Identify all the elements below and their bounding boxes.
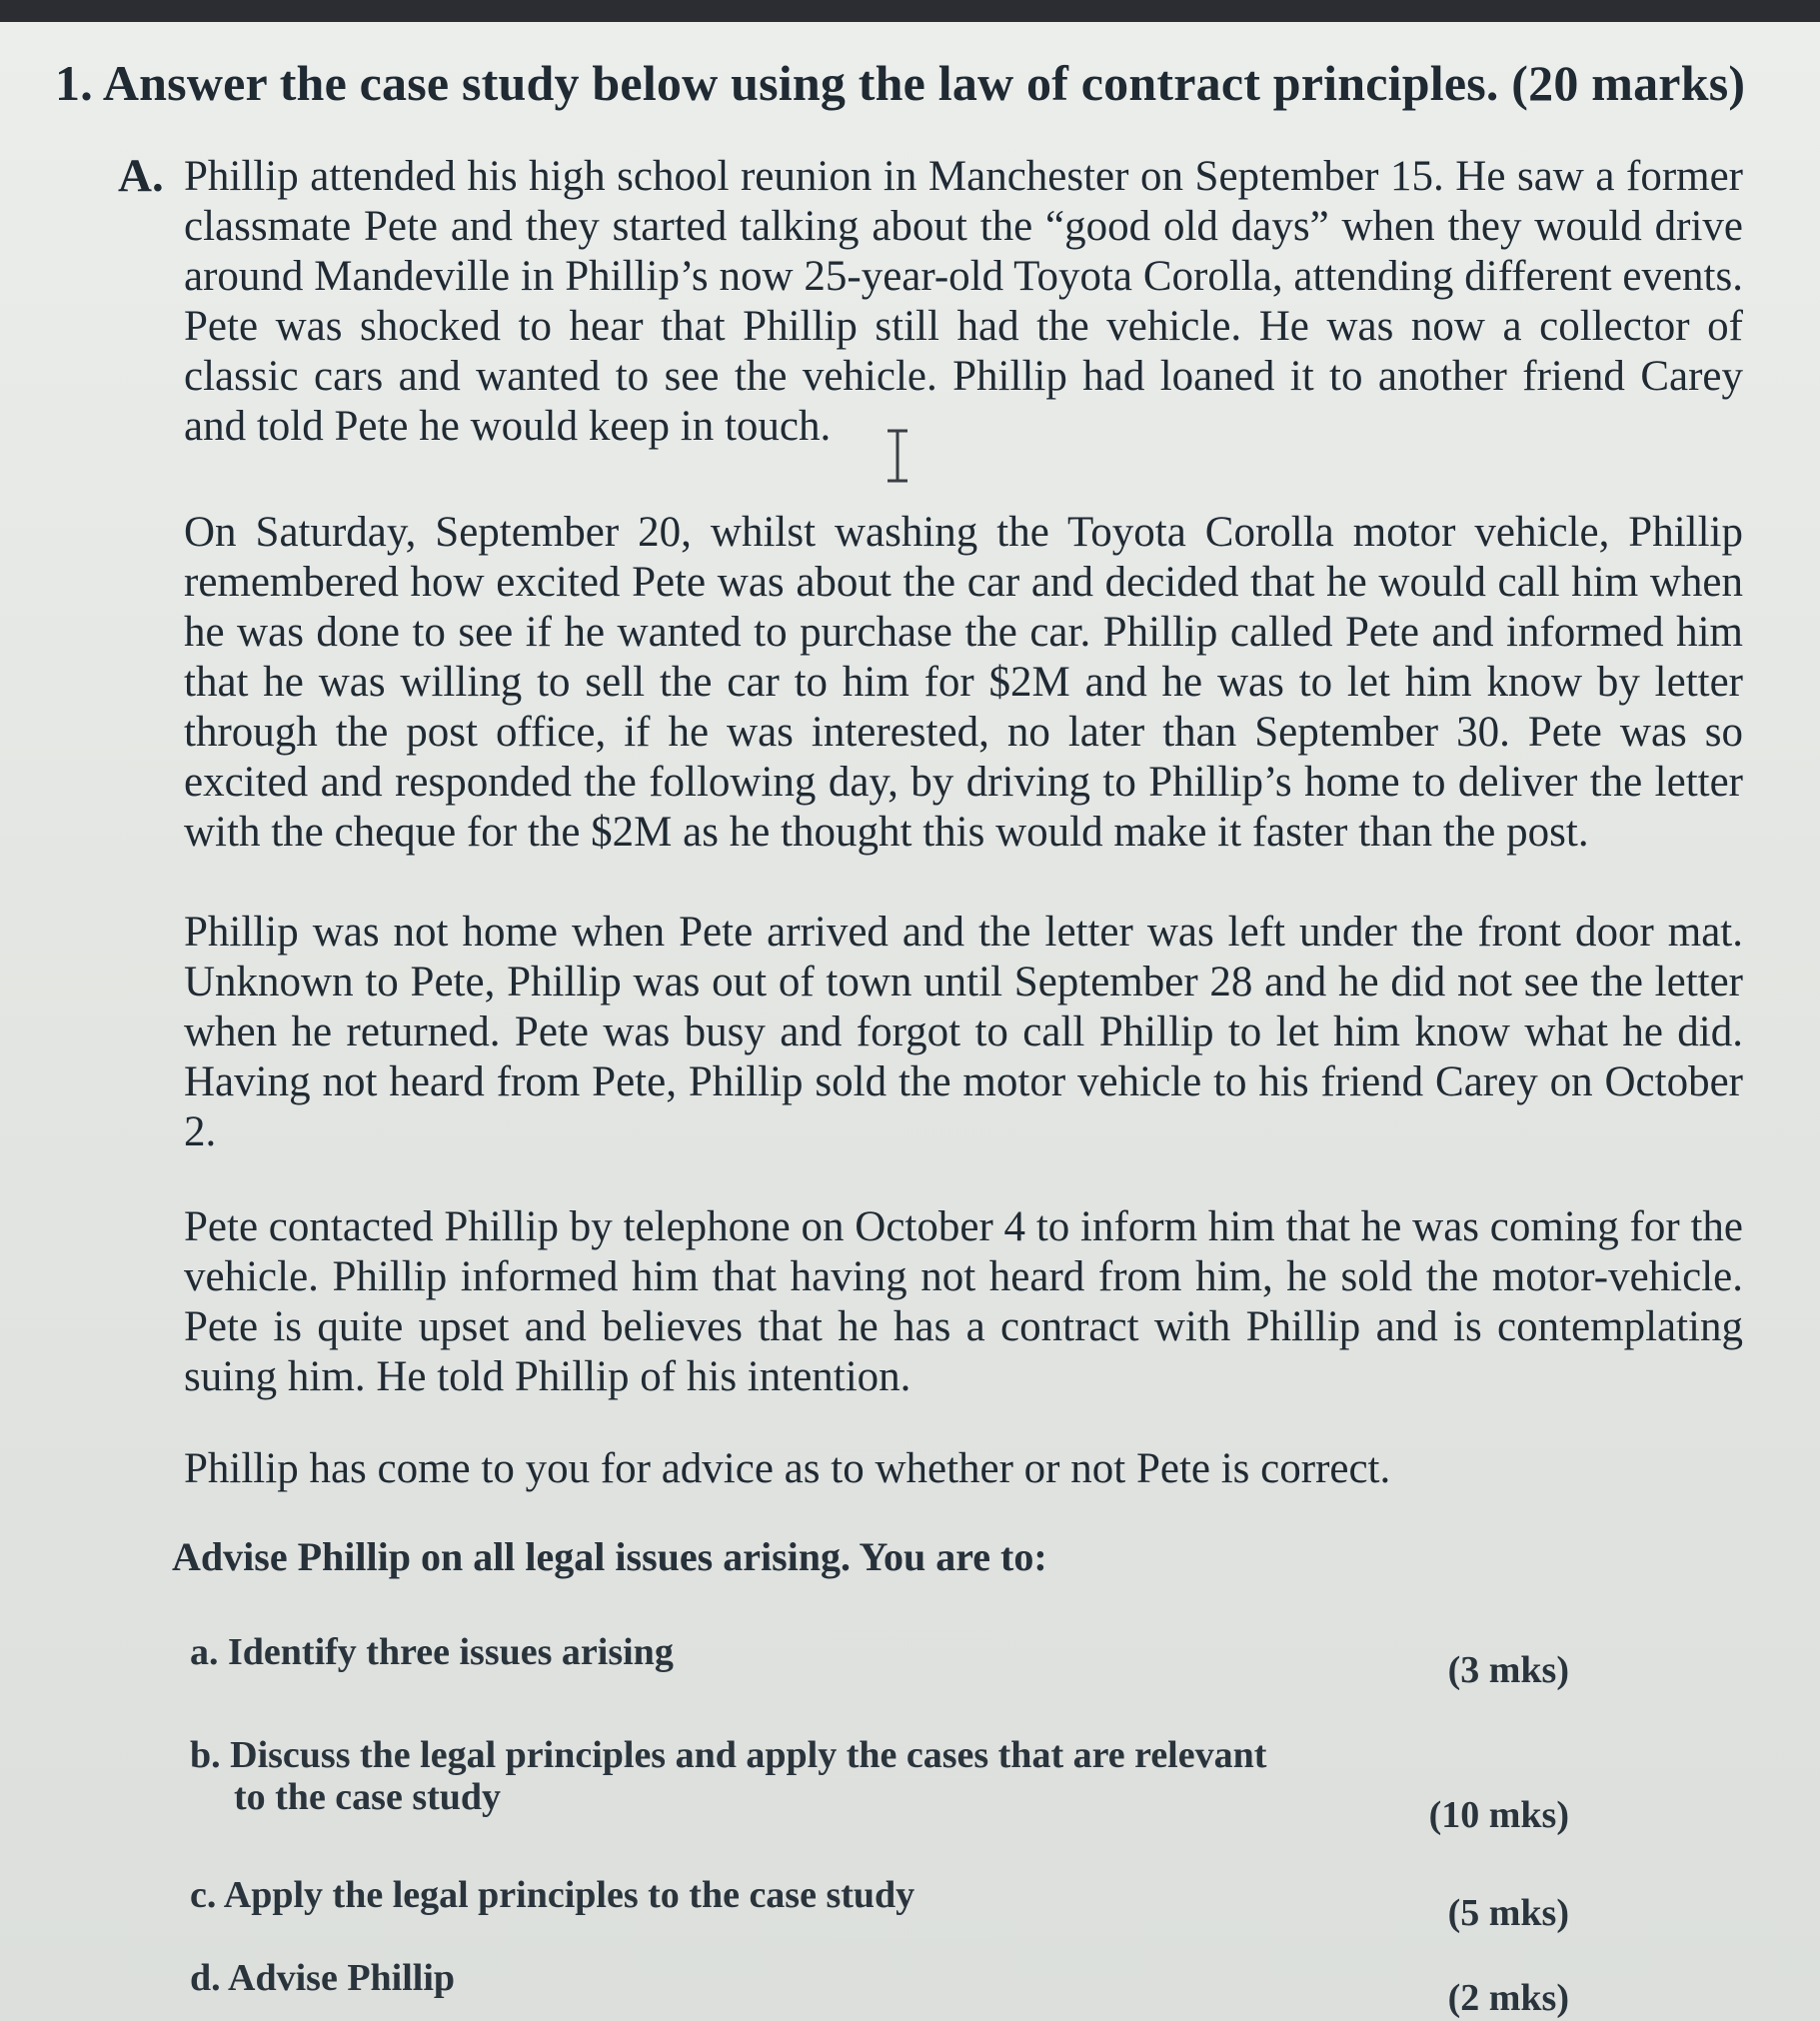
section-label: A. — [118, 150, 164, 202]
case-paragraph-5: Phillip has come to you for advice as to whether or not Pete is correct. — [184, 1445, 1391, 1492]
task-b-marks: (10 mks) — [1428, 1794, 1569, 1836]
task-a — [190, 1631, 1569, 1691]
task-c — [190, 1874, 1569, 1934]
case-paragraph-2: On Saturday, September 20, whilst washing the Toyota Corolla motor vehicle, Phillip remembered how excited Pete was about the car and decided that he would call him when he was done to see if he wanted to purchase the car. Phillip called Pete and informed him that he was willing to sell the car to him for $2M and he was to let him know by letter through the post office, if he was interested, no later than September 30. Pete was so excited and responded the following day, by driving to Phillip’s home to deliver the letter with the cheque for the $2M as he thought this would make it faster than the post. — [184, 509, 1743, 856]
task-b — [190, 1734, 1569, 1836]
case-paragraph-3: Phillip was not home when Pete arrived and the letter was left under the front door mat. Unknown to Pete, Phillip was out of town until September 28 and he did not see the letter when he returned. Pete was busy and forgot to call Phillip to let him know what he did. Having not heard from Pete, Phillip sold the motor vehicle to his friend Carey on October 2. — [184, 909, 1743, 1155]
task-c-marks: (5 mks) — [1447, 1892, 1569, 1934]
task-b-text-line-1: b. Discuss the legal principles and apply the cases that are relevant — [190, 1734, 1267, 1776]
task-d — [190, 1957, 1569, 2019]
task-a-text: a. Identify three issues arising — [190, 1631, 674, 1673]
top-bezel — [0, 0, 1820, 22]
task-c-text: c. Apply the legal principles to the case study — [190, 1874, 915, 1916]
task-d-marks: (2 mks) — [1447, 1977, 1569, 2019]
task-b-text-line-2: to the case study — [234, 1776, 502, 1818]
task-d-text: d. Advise Phillip — [190, 1957, 456, 1999]
question-heading: 1. Answer the case study below using the law of contract principles. (20 marks) — [55, 55, 1746, 111]
case-paragraph-1: Phillip attended his high school reunion in Manchester on September 15. He saw a former classmate Pete and they started talking about the “good old days” when they would drive around Mandeville in Phillip’s now 25-year-old Toyota Corolla, attending different events. Pete was shocked to hear that Phillip still had the vehicle. He was now a collector of classic cars and wanted to see the vehicle. Phillip had loaned it to another friend Carey and told Pete he would keep in touch. — [184, 153, 1743, 450]
case-paragraph-4: Pete contacted Phillip by telephone on October 4 to inform him that he was coming for the vehicle. Phillip informed him that having not heard from him, he sold the motor-vehicle. Pete is quite upset and believes that he has a contract with Phillip and is contemplating suing him. He told Phillip of his intention. — [184, 1203, 1743, 1400]
task-a-marks: (3 mks) — [1447, 1649, 1569, 1691]
advise-heading: Advise Phillip on all legal issues arising. You are to: — [172, 1534, 1047, 1579]
text-cursor-icon — [884, 428, 911, 484]
